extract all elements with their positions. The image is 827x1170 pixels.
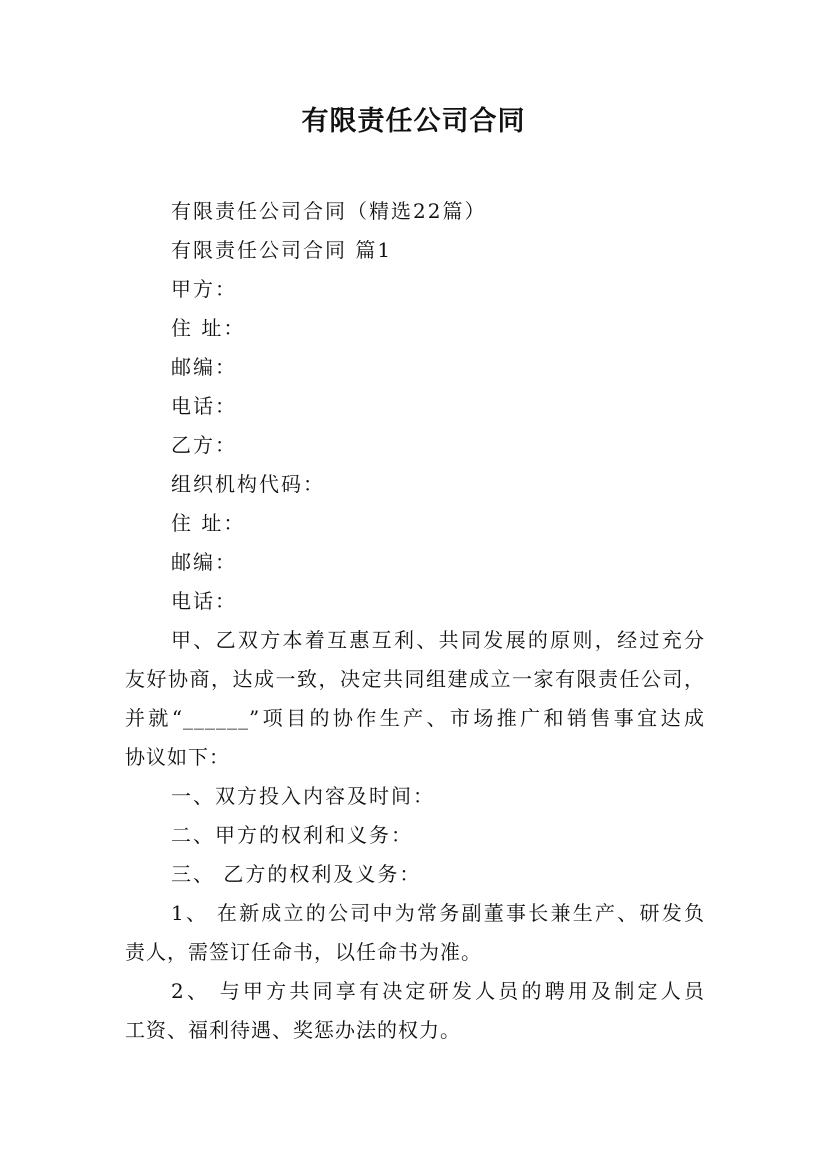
party-b-address-label: 住 址： <box>171 511 246 535</box>
section-three-heading: 三、 乙方的权利及义务： <box>171 862 422 886</box>
document-body <box>125 192 705 1050</box>
item-one-line: 责人，需签订任命书，以任命书为准。 <box>125 940 482 964</box>
intro-paragraph-line: 协议如下： <box>125 745 230 769</box>
party-a-label: 甲方： <box>171 277 237 301</box>
intro-paragraph-line: 友好协商，达成一致，决定共同组建成立一家有限责任公司， <box>125 667 705 691</box>
party-b-phone-label: 电话： <box>171 589 237 613</box>
intro-paragraph-line: 甲、乙双方本着互惠互利、共同发展的原则，经过充分 <box>171 628 705 652</box>
item-two-line: 2、 与甲方共同享有决定研发人员的聘用及制定人员 <box>171 979 705 1003</box>
subtitle-line: 有限责任公司合同（精选22篇） <box>171 199 487 223</box>
party-a-address-label: 住 址： <box>171 316 246 340</box>
section-heading: 有限责任公司合同 篇1 <box>171 238 393 262</box>
section-one-heading: 一、双方投入内容及时间： <box>171 784 435 808</box>
party-a-postcode-label: 邮编： <box>171 355 237 379</box>
item-one-line: 1、 在新成立的公司中为常务副董事长兼生产、研发负 <box>171 901 705 925</box>
intro-paragraph-line: 并就“______”项目的协作生产、市场推广和销售事宜达成 <box>125 706 705 730</box>
party-a-phone-label: 电话： <box>171 394 237 418</box>
party-b-org-code-label: 组织机构代码： <box>171 472 325 496</box>
item-two-line: 工资、福利待遇、奖惩办法的权力。 <box>125 1018 461 1042</box>
section-two-heading: 二、甲方的权利和义务： <box>171 823 413 847</box>
party-b-label: 乙方： <box>171 433 237 457</box>
document-title: 有限责任公司合同 <box>301 106 526 137</box>
party-b-postcode-label: 邮编： <box>171 550 237 574</box>
